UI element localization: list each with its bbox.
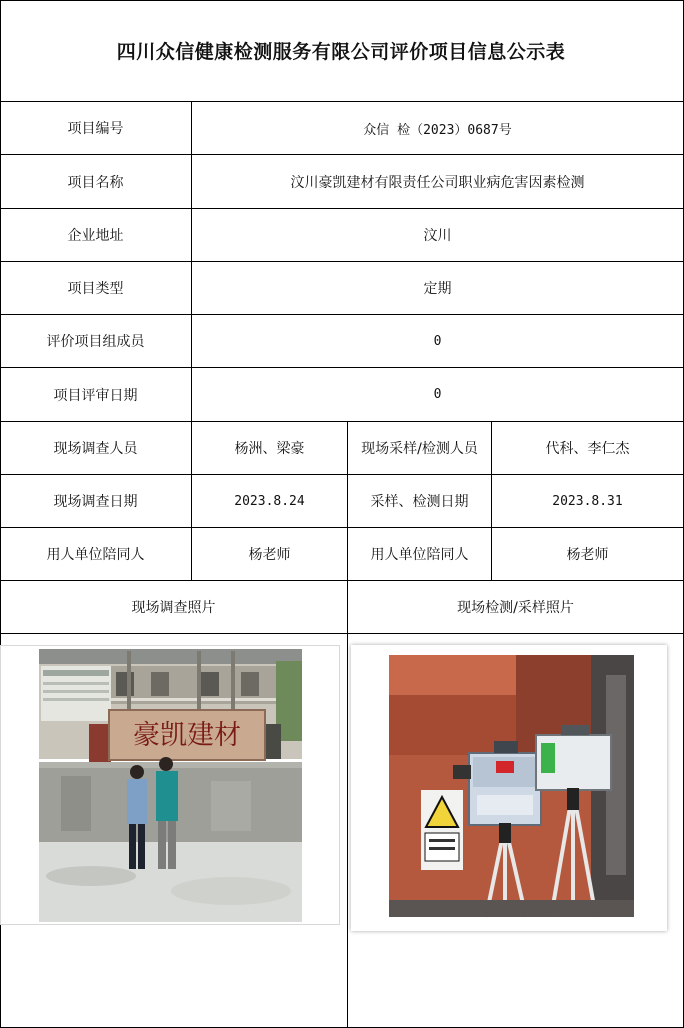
survey-date-value: 2023.8.24 xyxy=(234,493,305,509)
survey-staff-label: 现场调查人员 xyxy=(53,441,138,457)
sampling-staff-value: 代科、李仁杰 xyxy=(545,441,630,457)
companion-value: 杨老师 xyxy=(248,547,291,563)
project-name-value: 汶川豪凯建材有限责任公司职业病危害因素检测 xyxy=(290,174,585,191)
review-date-label: 项目评审日期 xyxy=(53,387,138,404)
page-title: 四川众信健康检测服务有限公司评价项目信息公示表 xyxy=(116,41,566,63)
sampling-date-label: 采样、检测日期 xyxy=(370,494,469,510)
project-type-value: 定期 xyxy=(423,281,452,297)
companion2-value: 杨老师 xyxy=(566,547,609,563)
companion2-label: 用人单位陪同人 xyxy=(370,547,469,563)
sampling-photo xyxy=(351,645,667,931)
project-no-label: 项目编号 xyxy=(67,121,124,137)
companion-label: 用人单位陪同人 xyxy=(46,547,145,563)
address-value: 汶川 xyxy=(423,228,452,244)
project-no-value: 众信 检（2023）0687号 xyxy=(363,122,512,138)
review-date-value: 0 xyxy=(433,387,442,402)
survey-photo-image xyxy=(1,646,339,924)
row-divider xyxy=(0,633,684,634)
address-label: 企业地址 xyxy=(67,228,124,244)
project-name-label: 项目名称 xyxy=(67,174,124,191)
members-value: 0 xyxy=(433,333,442,349)
survey-photo xyxy=(0,645,340,925)
survey-staff-value: 杨洲、梁豪 xyxy=(234,441,305,457)
members-label: 评价项目组成员 xyxy=(46,334,145,350)
sampling-staff-label: 现场采样/检测人员 xyxy=(361,441,478,457)
sampling-photo-image xyxy=(351,645,667,931)
sampling-photo-label: 现场检测/采样照片 xyxy=(457,600,574,616)
sign-text: 豪凯建材 xyxy=(133,720,241,751)
project-type-label: 项目类型 xyxy=(67,281,124,297)
sampling-date-value: 2023.8.31 xyxy=(552,493,623,509)
survey-date-label: 现场调查日期 xyxy=(53,494,138,510)
survey-photo-label: 现场调查照片 xyxy=(131,600,216,616)
